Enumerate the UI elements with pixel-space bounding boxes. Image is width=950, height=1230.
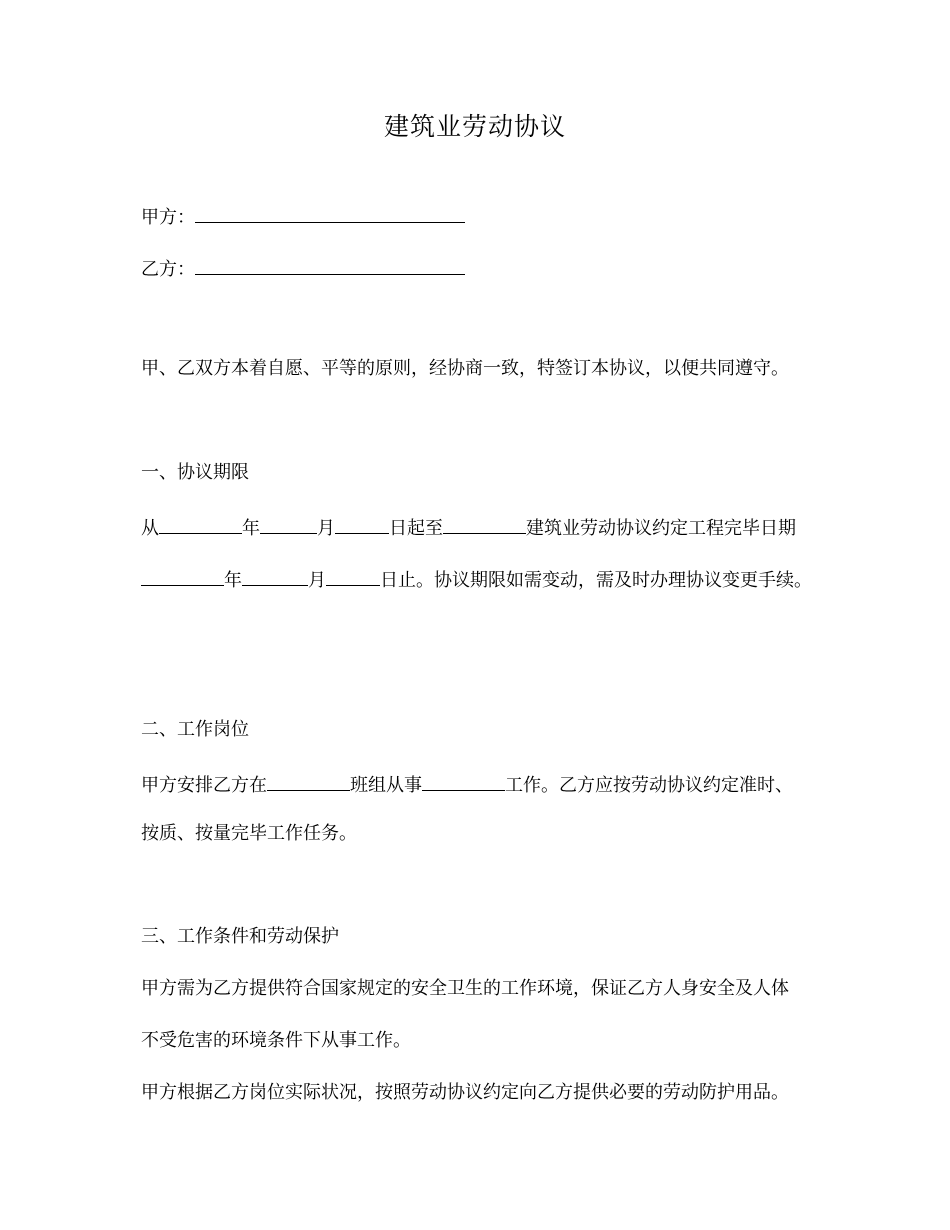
start-day-blank — [335, 513, 389, 534]
section2-line2: 按质、按量完毕工作任务。 — [141, 823, 357, 844]
start-year-blank — [159, 513, 242, 534]
section1-line2 — [141, 565, 812, 593]
section1-line2-tail: 日止。协议期限如需变动，需及时办理协议变更手续。 — [380, 570, 812, 591]
section2-line1 — [141, 770, 793, 798]
section3-heading: 三、工作条件和劳动保护 — [141, 926, 339, 947]
end-day-blank — [326, 565, 380, 586]
party-a-line — [141, 202, 465, 230]
start-month-blank — [260, 513, 317, 534]
section3-p2: 甲方根据乙方岗位实际状况，按照劳动协议约定向乙方提供必要的劳动防护用品。 — [141, 1082, 789, 1103]
day-to-text: 日起至 — [389, 518, 443, 539]
party-b-line — [141, 254, 465, 282]
section2-heading: 二、工作岗位 — [141, 719, 249, 740]
month-text: 月 — [308, 570, 326, 591]
section2-line1-start: 甲方安排乙方在 — [141, 775, 267, 796]
party-b-label: 乙方： — [141, 259, 195, 280]
section2-line1-mid: 班组从事 — [350, 775, 422, 796]
section3-p1-line2: 不受危害的环境条件下从事工作。 — [141, 1030, 411, 1051]
section3-p1-line1: 甲方需为乙方提供符合国家规定的安全卫生的工作环境，保证乙方人身安全及人体 — [141, 978, 789, 999]
month-text: 月 — [317, 518, 335, 539]
document-title: 建筑业劳动协议 — [383, 112, 566, 141]
year-text: 年 — [242, 518, 260, 539]
work-type-blank — [422, 770, 505, 791]
section1-line1-tail: 建筑业劳动协议约定工程完毕日期 — [526, 518, 796, 539]
party-b-blank — [195, 254, 465, 275]
section1-heading: 一、协议期限 — [141, 462, 249, 483]
from-text: 从 — [141, 518, 159, 539]
preamble-paragraph: 甲、乙双方本着自愿、平等的原则，经协商一致，特签订本协议，以便共同遵守。 — [141, 358, 789, 379]
team-blank — [267, 770, 350, 791]
year-text: 年 — [224, 570, 242, 591]
section1-line1 — [141, 513, 796, 541]
party-a-label: 甲方： — [141, 207, 195, 228]
end-month-blank — [242, 565, 308, 586]
end-project-blank — [443, 513, 526, 534]
party-a-blank — [195, 202, 465, 223]
end-year-blank — [141, 565, 224, 586]
section2-line1-tail: 工作。乙方应按劳动协议约定准时、 — [505, 775, 793, 796]
